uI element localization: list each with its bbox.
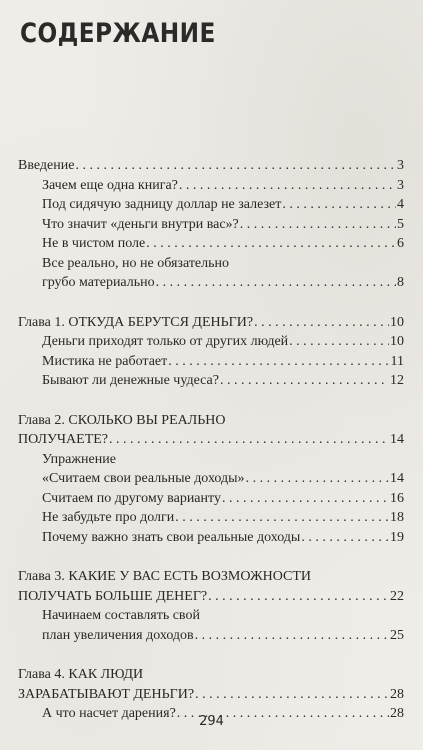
subsection-lead-line: Начинаем составлять свой — [42, 608, 200, 623]
subsection-title: Что значит «деньги внутри вас»? — [42, 216, 239, 232]
dot-leader — [168, 352, 389, 372]
subsection-row — [18, 508, 404, 528]
subsection-row — [18, 215, 404, 235]
subsection-page-number: 4 — [397, 197, 404, 212]
subsection-title: Под сидячую задницу доллар не залезет — [42, 197, 282, 212]
dot-leader — [109, 430, 389, 450]
chapter-page-number: 10 — [390, 314, 404, 330]
subsection-page-number: 3 — [397, 177, 404, 193]
dot-leader — [282, 195, 396, 215]
page-title: СОДЕРЖАНИЕ — [20, 18, 216, 49]
subsection-row — [18, 332, 404, 352]
subsection-page-number: 8 — [397, 275, 404, 290]
dot-leader — [301, 528, 389, 548]
chapter-lead-line: Глава 4. КАК ЛЮДИ — [18, 667, 144, 682]
dot-leader — [156, 273, 396, 293]
subsection-page-number: 10 — [390, 334, 404, 349]
subsection-row — [18, 371, 404, 391]
chapter-page-number: 28 — [390, 686, 404, 702]
subsection-title: А что насчет дарения? — [42, 706, 176, 721]
subsection-row — [18, 528, 404, 548]
subsection-page-number: 25 — [390, 627, 404, 643]
dot-leader — [179, 176, 396, 196]
chapter-title: ПОЛУЧАТЬ БОЛЬШЕ ДЕНЕГ? — [18, 588, 208, 604]
subsection-row — [18, 195, 404, 215]
chapter-title: ЗАРАБАТЫВАЮТ ДЕНЬГИ? — [18, 686, 195, 702]
chapter-lead-line: Глава 3. КАКИЕ У ВАС ЕСТЬ ВОЗМОЖНОСТИ — [18, 569, 312, 584]
subsection-row — [18, 469, 404, 489]
chapter-title: ПОЛУЧАЕТЕ? — [18, 432, 109, 447]
dot-leader — [195, 685, 389, 705]
subsection-row — [18, 273, 404, 293]
dot-leader — [175, 508, 389, 528]
dot-leader — [146, 234, 396, 254]
dot-leader — [220, 371, 389, 391]
toc-section — [18, 567, 404, 645]
subsection-page-number: 28 — [390, 706, 404, 721]
dot-leader — [246, 469, 389, 489]
dot-leader — [195, 626, 389, 646]
subsection-page-number: 18 — [390, 510, 404, 525]
dot-leader — [208, 587, 389, 607]
subsection-page-number: 11 — [390, 353, 404, 369]
chapter-row — [18, 430, 404, 450]
subsection-title: Бывают ли денежные чудеса? — [42, 373, 219, 388]
subsection-title: план увеличения доходов — [42, 627, 194, 643]
dot-leader — [254, 313, 389, 333]
subsection-page-number: 12 — [390, 373, 404, 388]
subsection-title: Считаем по другому варианту — [42, 490, 221, 506]
toc-section — [18, 156, 404, 293]
chapter-title: Глава 1. ОТКУДА БЕРУТСЯ ДЕНЬГИ? — [18, 314, 254, 330]
subsection-title: Мистика не работает — [42, 353, 168, 369]
subsection-row — [18, 176, 404, 196]
subsection-row — [18, 352, 404, 372]
chapter-page-number: 22 — [390, 588, 404, 604]
chapter-row — [18, 587, 404, 607]
subsection-title: грубо материально — [42, 275, 155, 290]
subsection-page-number: 6 — [397, 236, 404, 251]
subsection-row — [18, 489, 404, 509]
toc-section — [18, 411, 404, 548]
subsection-page-number: 16 — [390, 490, 404, 506]
chapter-row — [18, 313, 404, 333]
dot-leader — [240, 215, 396, 235]
chapter-title: Введение — [18, 158, 75, 173]
subsection-title: Зачем еще одна книга? — [42, 177, 178, 193]
chapter-row — [18, 156, 404, 176]
chapter-lead-line: Глава 2. СКОЛЬКО ВЫ РЕАЛЬНО — [18, 412, 226, 428]
subsection-title: Почему важно знать свои реальные доходы — [42, 529, 301, 545]
subsection-lead-line: Упражнение — [42, 451, 116, 467]
toc-section — [18, 313, 404, 391]
subsection-row — [18, 234, 404, 254]
subsection-title: Не в чистом поле — [42, 236, 146, 251]
subsection-row — [18, 626, 404, 646]
subsection-page-number: 14 — [390, 471, 404, 486]
table-of-contents — [18, 156, 404, 744]
chapter-page-number: 14 — [390, 432, 404, 447]
page-number: 294 — [199, 714, 224, 729]
chapter-row — [18, 685, 404, 705]
subsection-page-number: 5 — [397, 216, 404, 232]
chapter-page-number: 3 — [397, 158, 404, 173]
dot-leader — [75, 156, 396, 176]
dot-leader — [289, 332, 389, 352]
subsection-title: «Считаем свои реальные доходы» — [42, 471, 245, 486]
dot-leader — [222, 489, 389, 509]
subsection-lead-line: Все реально, но не обязательно — [42, 255, 230, 271]
subsection-page-number: 19 — [390, 529, 404, 545]
subsection-title: Деньги приходят только от других людей — [42, 334, 289, 349]
subsection-title: Не забудьте про долги — [42, 510, 175, 525]
